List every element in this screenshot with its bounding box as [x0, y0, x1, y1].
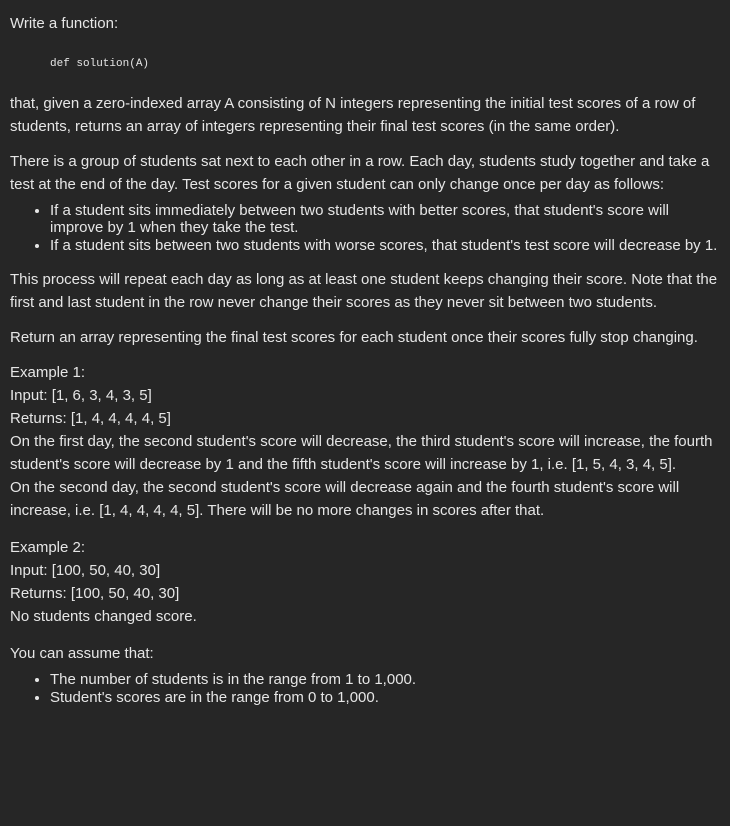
example-2: [10, 536, 720, 628]
example-1: [10, 361, 720, 522]
example-1-title: Example 1:: [10, 364, 86, 381]
example-1-returns: Returns: [1, 4, 4, 4, 4, 5]: [10, 410, 171, 427]
assumption-item: • The number of students is in the range from 1 to 1,000.: [50, 671, 720, 689]
example-2-returns: Returns: [100, 50, 40, 30]: [10, 585, 180, 602]
intro-text: Write a function:: [10, 15, 119, 32]
assumptions-list: [10, 671, 720, 707]
rule-item: • If a student sits immediately between two students with better scores, that student's score will improve by 1 when they take the test.: [50, 202, 720, 236]
process-text: This process will repeat each day as long as at least one student keeps changing their score. Note that the first and last student in the row never change their scores as they never sit between two students.: [10, 271, 718, 311]
example-2-input: Input: [100, 50, 40, 30]: [10, 562, 161, 579]
example-2-title: Example 2:: [10, 539, 86, 556]
assumption-item: • Student's scores are in the range from 0 to 1,000.: [50, 689, 720, 707]
description-text: that, given a zero-indexed array A consisting of N integers representing the initial test scores of a row of students, returns an array of integers representing their final test scores (in the same order).: [10, 95, 696, 135]
assumptions-title: You can assume that:: [10, 645, 154, 662]
rule-item: • If a student sits between two students with worse scores, that student's test score will decrease by 1.: [50, 237, 720, 254]
function-signature: def solution(A): [50, 58, 150, 70]
rules-list: [10, 202, 720, 254]
context-text: There is a group of students sat next to each other in a row. Each day, students study together and take a test at the end of the day. Test scores for a given student can only change once per day as follows:: [10, 153, 710, 193]
example-1-input: Input: [1, 6, 3, 4, 3, 5]: [10, 387, 152, 404]
example-1-explanation-day1: On the first day, the second student's score will decrease, the third student's score will increase, the fourth student's score will decrease by 1 and the fifth student's score will increase by 1, i.e. [1, 5, 4, 3, 4, 5].: [10, 433, 713, 473]
example-1-explanation-day2: On the second day, the second student's score will decrease again and the fourth student's score will increase, i.e. [1, 4, 4, 4, 4, 5]. There will be no more changes in scores after that.: [10, 479, 680, 519]
example-2-explanation: No students changed score.: [10, 608, 197, 625]
return-text: Return an array representing the final test scores for each student once their scores fully stop changing.: [10, 329, 698, 346]
